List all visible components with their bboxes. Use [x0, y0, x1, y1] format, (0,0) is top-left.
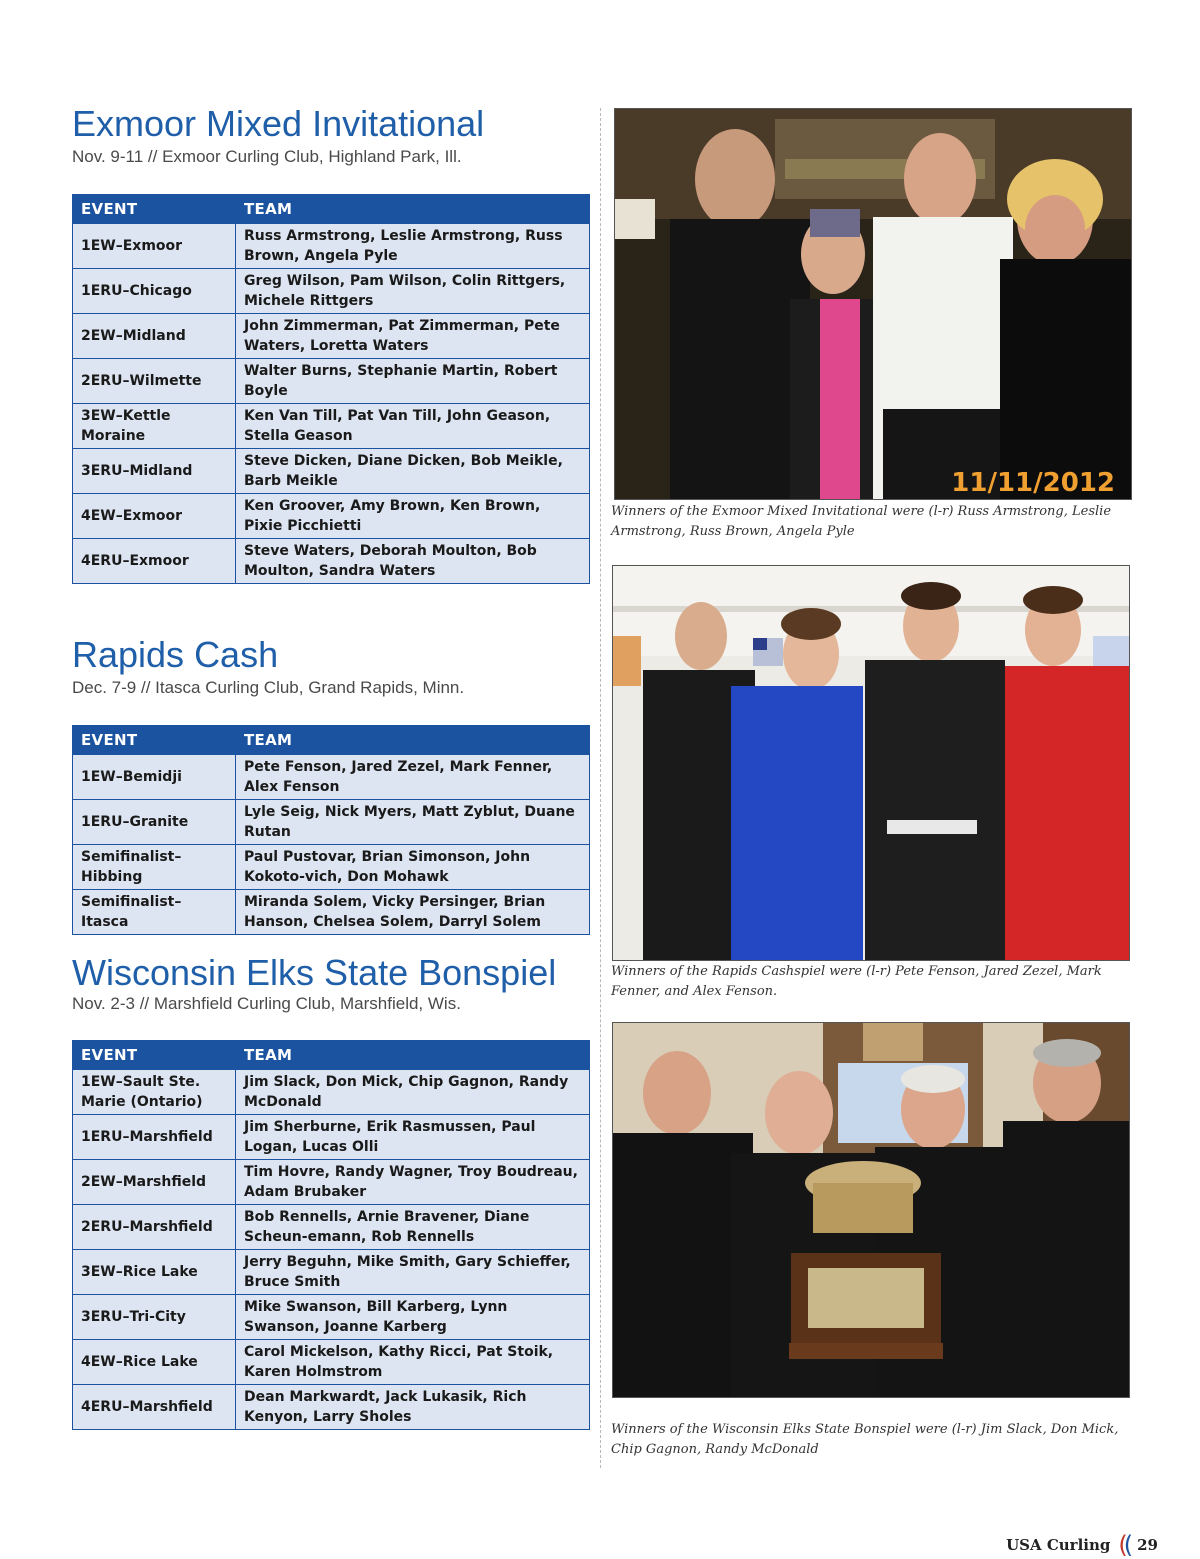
team-cell: Walter Burns, Stephanie Martin, Robert Boyle [236, 359, 590, 404]
event-cell: 3EW–Rice Lake [73, 1250, 236, 1295]
caption-exmoor: Winners of the Exmoor Mixed Invitational were (l-r) Russ Armstrong, Leslie Armstrong, Russ Brown, Angela Pyle [611, 504, 1112, 539]
table-row [73, 1385, 590, 1430]
event-cell: 2EW–Midland [73, 314, 236, 359]
event-cell: Semifinalist–Itasca [73, 890, 236, 935]
section-subtitle-wisconsin: Nov. 2-3 // Marshfield Curling Club, Marshfield, Wis. [72, 994, 461, 1013]
photo-rapids-winners [612, 565, 1130, 961]
table-row [73, 845, 590, 890]
event-cell: 2ERU–Wilmette [73, 359, 236, 404]
team-cell: Dean Markwardt, Jack Lukasik, Rich Kenyon, Larry Sholes [236, 1385, 590, 1430]
event-cell: 3EW–Kettle Moraine [73, 404, 236, 449]
photo-wisconsin-winners [612, 1022, 1130, 1398]
team-cell: Jerry Beguhn, Mike Smith, Gary Schieffer, Bruce Smith [236, 1250, 590, 1295]
team-cell: Mike Swanson, Bill Karberg, Lynn Swanson, Joanne Karberg [236, 1295, 590, 1340]
photo-exmoor-image [615, 109, 1131, 499]
photo-date-stamp: 11/11/2012 [951, 468, 1115, 498]
table-row [73, 890, 590, 935]
event-cell: 1ERU–Marshfield [73, 1115, 236, 1160]
team-cell: Steve Waters, Deborah Moulton, Bob Moulton, Sandra Waters [236, 539, 590, 584]
photo-exmoor-winners [614, 108, 1132, 500]
event-cell: 3ERU–Tri-City [73, 1295, 236, 1340]
publication-name: USA Curling [1006, 1536, 1111, 1554]
page-footer [1006, 1533, 1158, 1557]
column-header-team: TEAM [236, 1041, 590, 1070]
caption-rapids: Winners of the Rapids Cashspiel were (l-r) Pete Fenson, Jared Zezel, Mark Fenner, and Alex Fenson. [611, 964, 1102, 999]
section-title-wisconsin: Wisconsin Elks State Bonspiel [72, 952, 557, 993]
results-table-rapids [72, 725, 590, 935]
team-cell: Ken Van Till, Pat Van Till, John Geason, Stella Geason [236, 404, 590, 449]
table-row [73, 539, 590, 584]
event-cell: 2ERU–Marshfield [73, 1205, 236, 1250]
table-row [73, 800, 590, 845]
event-cell: 1ERU–Chicago [73, 269, 236, 314]
team-cell: Paul Pustovar, Brian Simonson, John Kokoto-vich, Don Mohawk [236, 845, 590, 890]
team-cell: John Zimmerman, Pat Zimmerman, Pete Waters, Loretta Waters [236, 314, 590, 359]
column-header-event: EVENT [73, 195, 236, 224]
results-table-wisconsin [72, 1040, 590, 1430]
table-row [73, 314, 590, 359]
table-row [73, 494, 590, 539]
event-cell: 1EW–Bemidji [73, 755, 236, 800]
column-header-event: EVENT [73, 726, 236, 755]
team-cell: Jim Slack, Don Mick, Chip Gagnon, Randy McDonald [236, 1070, 590, 1115]
table-row [73, 1295, 590, 1340]
event-cell: 4ERU–Marshfield [73, 1385, 236, 1430]
team-cell: Carol Mickelson, Kathy Ricci, Pat Stoik, Karen Holmstrom [236, 1340, 590, 1385]
table-row [73, 1340, 590, 1385]
column-header-team: TEAM [236, 726, 590, 755]
event-cell: 4EW–Exmoor [73, 494, 236, 539]
team-cell: Ken Groover, Amy Brown, Ken Brown, Pixie Picchietti [236, 494, 590, 539]
column-divider [600, 108, 601, 1468]
column-header-event: EVENT [73, 1041, 236, 1070]
team-cell: Greg Wilson, Pam Wilson, Colin Rittgers, Michele Rittgers [236, 269, 590, 314]
event-cell: 1EW–Sault Ste. Marie (Ontario) [73, 1070, 236, 1115]
table-row [73, 755, 590, 800]
team-cell: Jim Sherburne, Erik Rasmussen, Paul Logan, Lucas Olli [236, 1115, 590, 1160]
table-row [73, 404, 590, 449]
section-subtitle-rapids: Dec. 7-9 // Itasca Curling Club, Grand Rapids, Minn. [72, 678, 465, 697]
event-cell: 1EW–Exmoor [73, 224, 236, 269]
team-cell: Bob Rennells, Arnie Bravener, Diane Scheun-emann, Rob Rennells [236, 1205, 590, 1250]
team-cell: Pete Fenson, Jared Zezel, Mark Fenner, Alex Fenson [236, 755, 590, 800]
table-header-row [73, 726, 590, 755]
table-row [73, 359, 590, 404]
results-table-exmoor [72, 194, 590, 584]
team-cell: Miranda Solem, Vicky Persinger, Brian Hanson, Chelsea Solem, Darryl Solem [236, 890, 590, 935]
event-cell: Semifinalist–Hibbing [73, 845, 236, 890]
table-header-row [73, 1041, 590, 1070]
event-cell: 1ERU–Granite [73, 800, 236, 845]
section-title-rapids: Rapids Cash [72, 634, 279, 675]
table-header-row [73, 195, 590, 224]
column-header-team: TEAM [236, 195, 590, 224]
event-cell: 4EW–Rice Lake [73, 1340, 236, 1385]
table-row [73, 224, 590, 269]
table-row [73, 1250, 590, 1295]
photo-wisconsin-image [613, 1023, 1129, 1397]
table-row [73, 1205, 590, 1250]
team-cell: Lyle Seig, Nick Myers, Matt Zyblut, Duane Rutan [236, 800, 590, 845]
table-row [73, 1070, 590, 1115]
event-cell: 4ERU–Exmoor [73, 539, 236, 584]
photo-rapids-image [613, 566, 1129, 960]
team-cell: Steve Dicken, Diane Dicken, Bob Meikle, Barb Meikle [236, 449, 590, 494]
brand-marks-icon: (( [1118, 1531, 1130, 1559]
team-cell: Russ Armstrong, Leslie Armstrong, Russ Brown, Angela Pyle [236, 224, 590, 269]
event-cell: 3ERU–Midland [73, 449, 236, 494]
team-cell: Tim Hovre, Randy Wagner, Troy Boudreau, Adam Brubaker [236, 1160, 590, 1205]
table-row [73, 1115, 590, 1160]
table-row [73, 269, 590, 314]
table-row [73, 449, 590, 494]
section-subtitle-exmoor: Nov. 9-11 // Exmoor Curling Club, Highland Park, Ill. [72, 147, 462, 166]
caption-wisconsin: Winners of the Wisconsin Elks State Bonspiel were (l-r) Jim Slack, Don Mick, Chip Gagnon, Randy McDonald [611, 1422, 1119, 1457]
event-cell: 2EW–Marshfield [73, 1160, 236, 1205]
table-row [73, 1160, 590, 1205]
section-title-exmoor: Exmoor Mixed Invitational [72, 103, 485, 144]
page-number: 29 [1137, 1536, 1158, 1554]
